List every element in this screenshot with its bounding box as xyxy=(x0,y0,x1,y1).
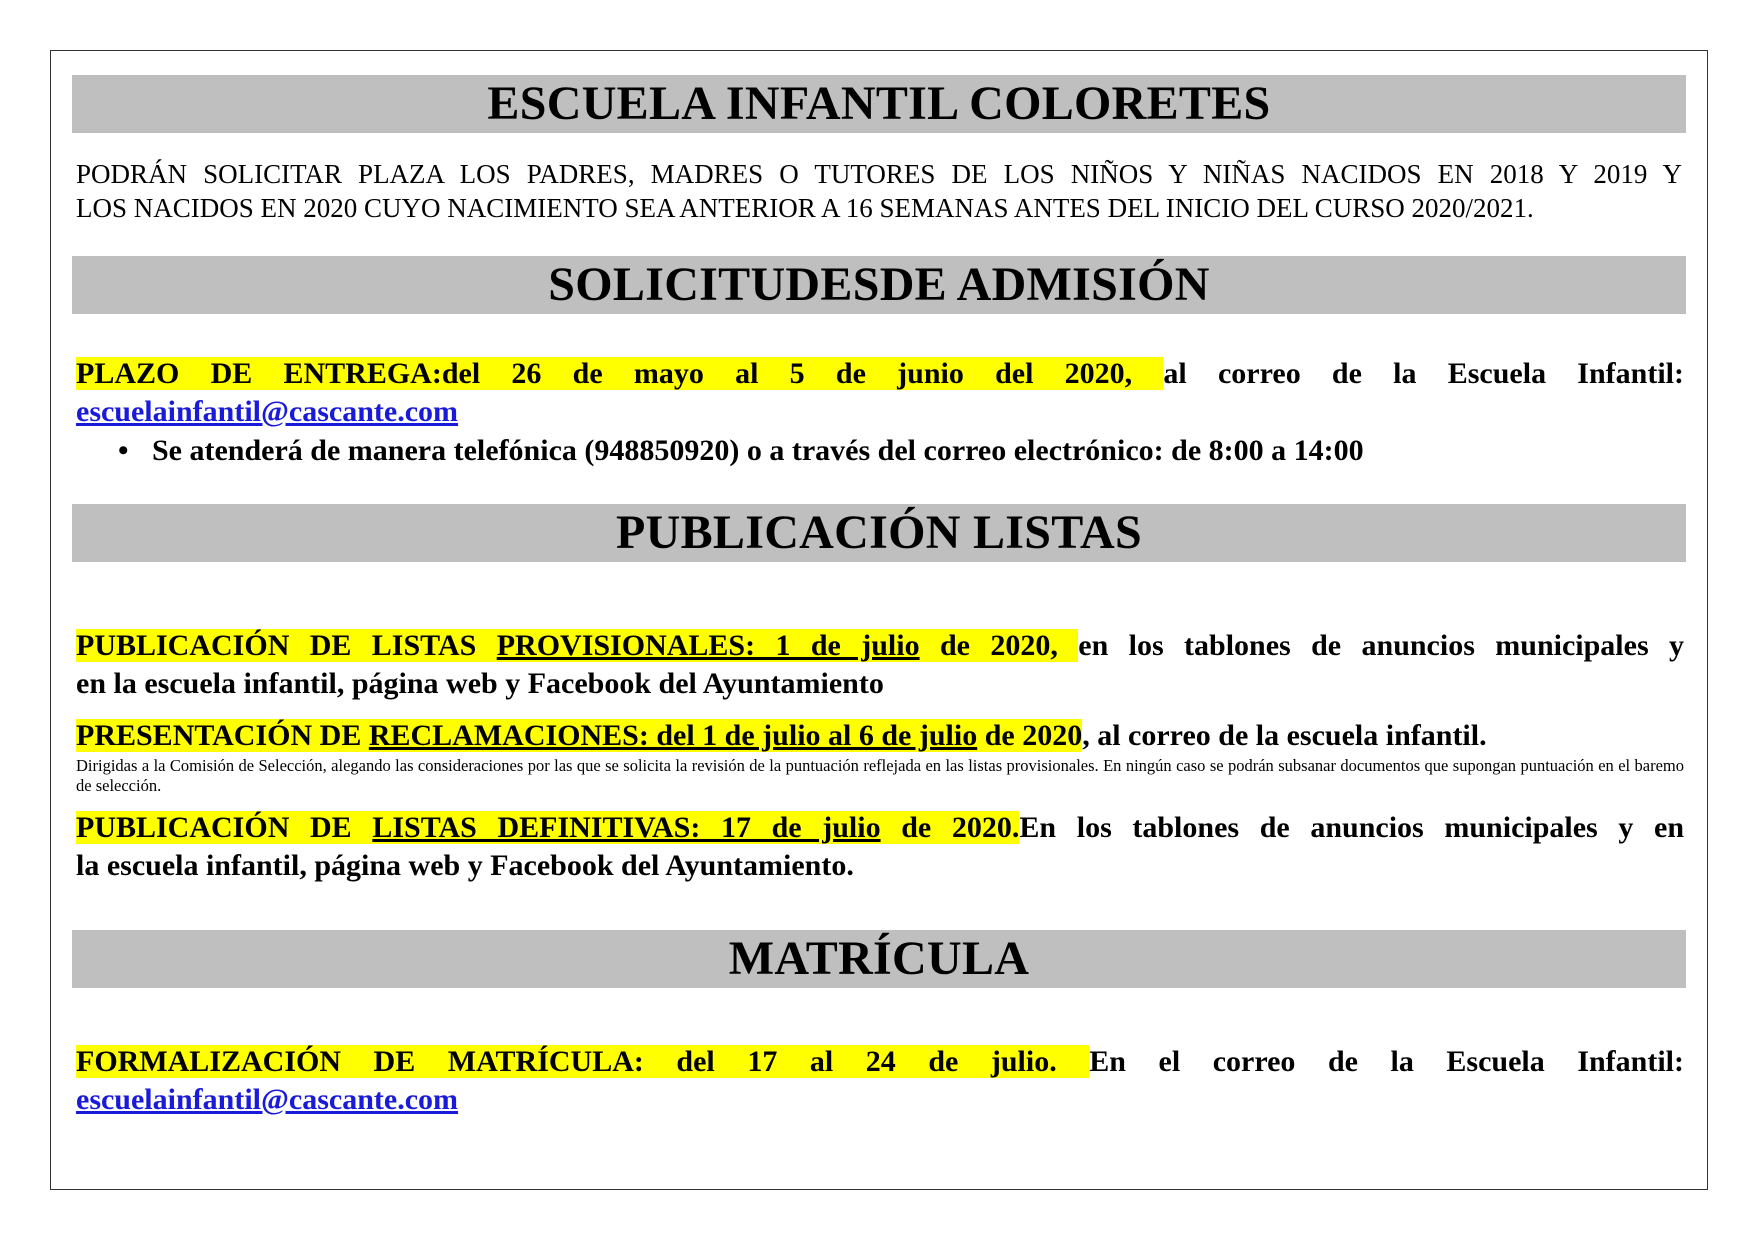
provisionales-hl-text: PUBLICACIÓN DE LISTAS xyxy=(76,629,497,662)
provisionales-hl-underlined: PROVISIONALES: 1 de julio xyxy=(496,629,920,662)
email-link[interactable]: escuelainfantil@cascante.com xyxy=(76,395,459,428)
plazo-entrega-paragraph xyxy=(76,355,1684,393)
reclamaciones-hl-text: PRESENTACIÓN DE xyxy=(76,719,369,752)
matricula-highlight: FORMALIZACIÓN DE MATRÍCULA: del 17 al 24 de julio. xyxy=(76,1045,1090,1078)
reclamaciones-note: Dirigidas a la Comisión de Selección, alegando las consideraciones por las que se solicita la revisión de la puntuación reflejada en las listas provisionales. En ningún caso se podrán subsanar documentos que supongan puntuación en el baremo de selección. xyxy=(76,756,1684,795)
provisionales-line2: en la escuela infantil, página web y Facebook del Ayuntamiento xyxy=(76,667,884,700)
intro-paragraph xyxy=(76,157,1682,225)
reclamaciones-rest: , al correo de la escuela infantil. xyxy=(1082,719,1487,752)
reclamaciones-hl-text-end: de 2020 xyxy=(977,719,1083,752)
email-line xyxy=(76,393,1684,431)
bullet-item xyxy=(118,432,1364,470)
plazo-rest: al correo de la Escuela Infantil: xyxy=(1163,357,1684,390)
section-heading-matricula: MATRÍCULA xyxy=(72,930,1686,988)
matricula-rest: En el correo de la Escuela Infantil: xyxy=(1089,1045,1684,1078)
definitivas-highlight xyxy=(76,811,1019,844)
matricula-paragraph xyxy=(76,1043,1684,1081)
reclamaciones-line xyxy=(76,717,1684,755)
intro-line: PODRÁN SOLICITAR PLAZA LOS PADRES, MADRES O TUTORES DE LOS NIÑOS Y NIÑAS NACIDOS EN 2018 Y 2019 Y xyxy=(76,159,1682,189)
matricula-email-line xyxy=(76,1081,1684,1119)
definitivas-rest: En los tablones de anuncios municipales y en xyxy=(1019,811,1685,844)
section-heading-listas: PUBLICACIÓN LISTAS xyxy=(72,504,1686,562)
bullet-text: Se atenderá de manera telefónica (948850920) o a través del correo electrónico: de 8:00 a 14:00 xyxy=(152,434,1364,467)
definitivas-line1 xyxy=(76,809,1684,847)
section-heading-admision: SOLICITUDESDE ADMISIÓN xyxy=(72,256,1686,314)
definitivas-hl-text: PUBLICACIÓN DE xyxy=(76,811,373,844)
provisionales-rest: en los tablones de anuncios municipales y xyxy=(1078,629,1685,662)
plazo-highlight: PLAZO DE ENTREGA:del 26 de mayo al 5 de junio del 2020, xyxy=(76,357,1164,390)
definitivas-hl-underlined: LISTAS DEFINITIVAS: 17 de julio xyxy=(372,811,881,844)
email-link[interactable]: escuelainfantil@cascante.com xyxy=(76,1083,459,1116)
intro-line: LOS NACIDOS EN 2020 CUYO NACIMIENTO SEA ANTERIOR A 16 SEMANAS ANTES DEL INICIO DEL CURSO 2020/2021. xyxy=(76,193,1534,223)
reclamaciones-highlight xyxy=(76,719,1082,752)
bullet-marker: • xyxy=(118,434,129,467)
definitivas-hl-text-end: de 2020. xyxy=(880,811,1020,844)
provisionales-line1 xyxy=(76,627,1684,665)
provisionales-highlight xyxy=(76,629,1078,662)
definitivas-line2: la escuela infantil, página web y Facebook del Ayuntamiento. xyxy=(76,849,854,882)
reclamaciones-hl-underlined: RECLAMACIONES: del 1 de julio al 6 de julio xyxy=(368,719,978,752)
provisionales-hl-text-end: de 2020, xyxy=(919,629,1079,662)
page-title: ESCUELA INFANTIL COLORETES xyxy=(72,75,1686,133)
